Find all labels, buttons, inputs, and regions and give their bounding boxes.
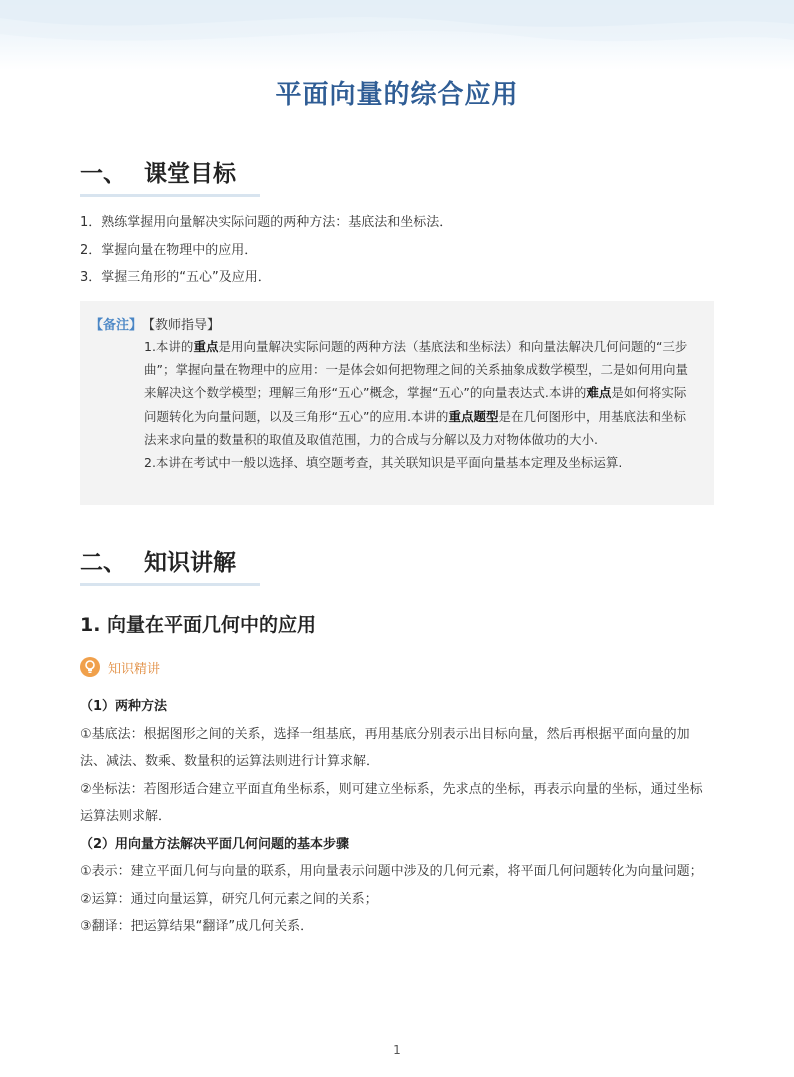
section-heading-goals <box>80 155 236 188</box>
section-underline <box>80 583 260 586</box>
note-text: 是在几何图形中，用基底法和坐标法来求向量的数量积的取值及取值范围，力的合成与分解以及力对物体做功的大小. <box>144 408 686 447</box>
document-title: 平面向量的综合应用 <box>275 80 519 110</box>
lightbulb-icon <box>80 657 100 677</box>
section-number: 一、 <box>80 161 126 187</box>
part-title: （2）用向量方法解决平面几何问题的基本步骤 <box>80 836 350 852</box>
part-title: （1）两种方法 <box>80 699 168 714</box>
note-paragraph-2: 2.本讲在考试中一般以选择、填空题考查，其关联知识是平面向量基本定理及坐标运算. <box>144 455 623 471</box>
knowledge-tag <box>80 657 160 677</box>
subsection-title: 1. 向量在平面几何中的应用 <box>80 614 317 636</box>
wave-decoration <box>0 0 794 70</box>
section-title: 课堂目标 <box>144 161 236 187</box>
goal-item: 1．熟练掌握用向量解决实际问题的两种方法：基底法和坐标法． <box>80 215 453 230</box>
teacher-note-box <box>80 301 714 505</box>
goal-list <box>80 213 452 296</box>
section-underline <box>80 194 260 197</box>
note-tag: 【备注】 <box>90 318 143 333</box>
note-text: 是如何将实际问题转化为向量问题，以及三角形“五心”的应用.本讲的 <box>144 385 687 424</box>
goal-item: 2．掌握向量在物理中的应用． <box>80 242 258 258</box>
section-heading-knowledge <box>80 544 236 577</box>
note-header: 【教师指导】 <box>142 318 221 333</box>
note-emphasis: 重点 <box>193 339 219 354</box>
note-text: 是用向量解决实际问题的两种方法（基底法和坐标法）和向量法解决几何问题的“三步曲”；掌握向量在物理中的应用：一是体会如何把物理之间的关系抽象成数学模型，二是如何用向量来解决这个数学模型；理解三角形“五心”概念，掌握“五心”的向量表达式.本讲的 <box>144 339 688 401</box>
goal-item: 3．掌握三角形的“五心”及应用． <box>80 270 271 285</box>
note-text: 1.本讲的 <box>144 339 194 354</box>
step-compute: ②运算：通过向量运算，研究几何元素之间的关系； <box>80 891 378 907</box>
knowledge-content <box>80 693 714 941</box>
step-translate: ③翻译：把运算结果“翻译”成几何关系． <box>80 919 314 934</box>
note-body <box>144 335 692 474</box>
step-represent: ①表示：建立平面几何与向量的联系，用向量表示问题中涉及的几何元素，将平面几何问题转化为向量问题； <box>80 864 703 879</box>
page-number: 1 <box>393 1043 401 1057</box>
knowledge-label: 知识精讲 <box>108 661 161 677</box>
header-banner <box>0 0 794 70</box>
note-emphasis: 难点 <box>586 385 612 401</box>
note-paragraph-1 <box>144 335 692 451</box>
method-basis: ①基底法：根据图形之间的关系，选择一组基底，再用基底分别表示出目标向量，然后再根据平面向量的加法、减法、数乘、数量积的运算法则进行计算求解． <box>80 726 690 769</box>
note-emphasis: 重点题型 <box>448 408 499 424</box>
section-title: 知识讲解 <box>144 550 236 576</box>
method-coordinate: ②坐标法：若图形适合建立平面直角坐标系，则可建立坐标系，先求点的坐标，再表示向量的坐标，通过坐标运算法则求解． <box>80 781 703 824</box>
section-number: 二、 <box>80 550 126 576</box>
